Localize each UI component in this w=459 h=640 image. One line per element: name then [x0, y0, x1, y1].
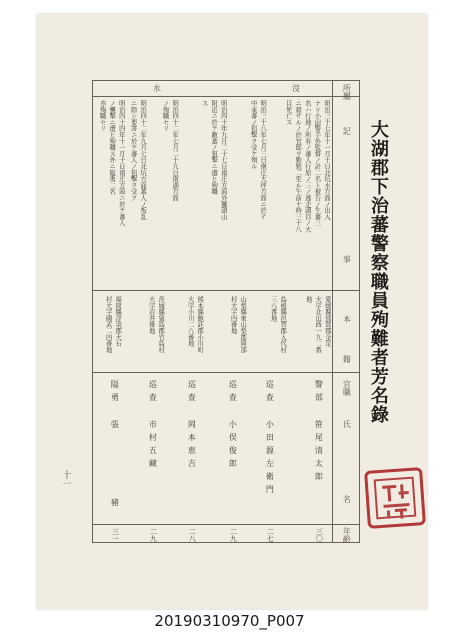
- entry-5-record: 明治四十二年九月七日北坑方面蕃人ノ叛乱 ニ際シ要害ニ於テ蕃人ノ狙擊ヲ受ク: [129, 100, 147, 220]
- origin-rank-rule: [92, 372, 360, 373]
- entry-1-record: 明治三十七年十一月十日北坑水方面ノ出入 ナリ小田警手外監督ノ計二名ト被告ノ生蕃三 名ハ行地ノ所有ノ蕃人行原ノ三ノ逃走頭目ノ大 ニ殺サルノ於官邸ヲ勤勉二至ル午前十時三十八 目死亡ス: [284, 100, 330, 233]
- record-origin-rule: [92, 290, 360, 291]
- image-caption: 20190310970_P007: [154, 612, 305, 630]
- header-record-section: 事: [342, 255, 352, 263]
- entry-6-origin: 福岡縣浮羽郡大石 村大字國武二四番地: [104, 296, 122, 353]
- header-remarks: 所屬: [342, 84, 352, 100]
- entry-1-age: 三〇: [315, 528, 324, 542]
- entry-2-record: 明治三十八年七月三日南庄大坪方面ニ於テ 中來蕃ノ狙撃ヲ受ケ殞ル: [249, 100, 267, 220]
- header-rank: 官職: [342, 380, 352, 396]
- entry-5-origin: 茨城縣猿島郡竹島村 大字岩井番地: [147, 296, 165, 353]
- entry-4-origin: 熊本縣飽託郡小川町 大字小川二八番地: [186, 296, 204, 353]
- entry-3-rank: 巡查: [228, 380, 238, 406]
- entry-6-rank: 隘勇: [110, 380, 120, 406]
- entry-5-age: 二九: [149, 528, 158, 542]
- entry-6-name: 張 豬: [110, 420, 120, 511]
- entry-5-rank: 巡查: [148, 380, 158, 406]
- entry-1-rank: 警部: [314, 380, 324, 406]
- entry-6-record: 明治四十四年十一月十日南庄方面ニ於テ蕃人 ノ襲撃ニ遭ヒ殉職ス外ニ隘勇二名 亦殉職セリ: [98, 100, 125, 226]
- entry-2-age: 二七: [266, 528, 275, 542]
- entry-5-name: 市村五藏: [148, 420, 158, 472]
- red-seal-stamp: [364, 467, 426, 529]
- entry-3-name: 小俣俊郎: [228, 420, 238, 472]
- entry-1-origin: 愛媛縣那賀郡金足 大字北出西一九二番 地: [304, 296, 331, 353]
- page-number: 十一: [60, 470, 71, 488]
- entry-4-age: 二八: [188, 528, 197, 542]
- header-column-rule: [332, 80, 333, 543]
- entry-4-record: 明治四十二年七月二十九日南湖方面 ノ殉職セリ: [161, 100, 179, 201]
- header-age: 年齡: [342, 527, 352, 543]
- column-marker-left: 水: [152, 84, 162, 92]
- entry-3-record: 明治四十年九月二十七日南庄方面外獅頭山 附近ニ於テ敵蕃ノ狙撃ニ遭ヒ殉職 ス: [200, 100, 227, 220]
- entry-1-name: 笹尾清太郎: [314, 420, 324, 485]
- header-name: 氏: [342, 420, 352, 428]
- entry-2-origin: 島根縣邑智郡入代村 三八番地: [269, 296, 287, 353]
- entry-2-rank: 巡查: [265, 380, 275, 406]
- page-title: 大湖郡下治蕃警察職員殉難者芳名錄: [367, 120, 389, 424]
- entry-3-age: 二九: [229, 528, 238, 542]
- seal-inner-border: [374, 477, 417, 520]
- entry-4-rank: 巡查: [187, 380, 197, 406]
- entry-2-name: 小田源左衛門: [265, 420, 275, 498]
- header-name-section: 名: [342, 495, 352, 503]
- entry-6-age: 三一: [111, 528, 120, 542]
- header-origin-section: 籍: [342, 355, 352, 363]
- header-rule: [92, 96, 360, 97]
- header-record: 記: [342, 127, 352, 135]
- entry-4-name: 岡本恵吉: [187, 420, 197, 472]
- header-origin: 本: [342, 315, 352, 323]
- entry-3-origin: 山梨縣東山梨郡岡部 村大字四番地: [229, 296, 247, 353]
- column-marker-right: 沒: [291, 84, 301, 92]
- name-age-rule: [92, 524, 360, 525]
